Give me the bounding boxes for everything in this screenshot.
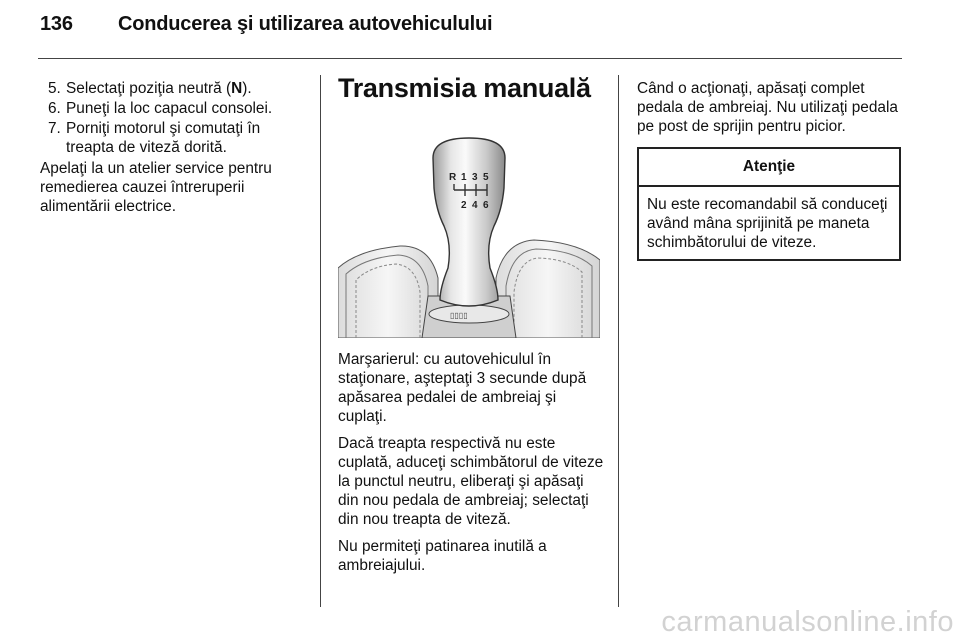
header-rule <box>38 58 902 59</box>
step-number: 5. <box>48 80 61 97</box>
column-divider-2 <box>618 75 619 607</box>
gear-label-4: 4 <box>472 200 478 211</box>
gear-label-5: 5 <box>483 172 489 183</box>
list-item <box>40 99 312 118</box>
gear-label-r: R <box>449 172 457 183</box>
clutch-slip-paragraph: Nu permiteţi patinarea inutilă a ambreiajului. <box>338 538 547 574</box>
warning-title: Atenţie <box>639 149 899 187</box>
step-bold: N <box>231 80 243 97</box>
warning-body: Nu este recomandabil să conduceţi având mâna sprijinită pe maneta schimbătorului de viteze. <box>647 196 888 251</box>
clutch-paragraph: Când o acţionaţi, apăsaţi complet pedala de ambreiaj. Nu utilizaţi pedala pe post de sprijin pentru picior. <box>637 80 898 135</box>
step-number: 7. <box>48 120 61 137</box>
gear-label-3: 3 <box>472 172 478 183</box>
column-divider-1 <box>320 75 321 607</box>
gear-not-engaged-paragraph: Dacă treapta respectivă nu este cuplată, aduceţi schimbătorul de viteze la punctul neutru, eliberaţi şi apăsaţi din nou pedala de ambreiaj; selectaţi din nou treapta de viteză. <box>338 435 604 528</box>
warning-box <box>637 147 901 261</box>
chapter-title: Conducerea şi utilizarea autovehiculului <box>118 13 493 35</box>
page-header <box>40 13 492 36</box>
reverse-gear-paragraph: Marşarierul: cu autovehiculul în staţionare, aşteptaţi 3 secunde după apăsarea pedalei de ambreiaj şi cuplaţi. <box>338 351 587 425</box>
gear-label-1: 1 <box>461 172 467 183</box>
right-column <box>637 79 901 261</box>
middle-column <box>338 72 602 104</box>
list-item <box>40 79 312 98</box>
step-number: 6. <box>48 100 61 117</box>
watermark: carmanualsonline.info <box>661 606 954 638</box>
steps-list <box>40 79 312 157</box>
svg-text:▯▯▯▯: ▯▯▯▯ <box>450 311 468 320</box>
step-text-end: ). <box>242 80 252 97</box>
list-item <box>40 119 312 157</box>
gear-label-6: 6 <box>483 200 489 211</box>
middle-column-text <box>338 350 604 583</box>
gear-knob-illustration <box>338 128 600 338</box>
step-text: Selectaţi poziţia neutră ( <box>66 80 232 97</box>
page-number: 136 <box>40 13 73 35</box>
service-paragraph: Apelaţi la un atelier service pentru remedierea cauzei întreruperii alimentării electrice. <box>40 160 272 215</box>
left-column <box>40 79 312 224</box>
step-text: Porniţi motorul şi comutaţi în treapta de viteză dorită. <box>66 120 261 156</box>
section-heading: Transmisia manuală <box>338 73 591 103</box>
step-text: Puneţi la loc capacul consolei. <box>66 100 273 117</box>
gear-knob-icon <box>338 128 600 338</box>
gear-label-2: 2 <box>461 200 467 211</box>
